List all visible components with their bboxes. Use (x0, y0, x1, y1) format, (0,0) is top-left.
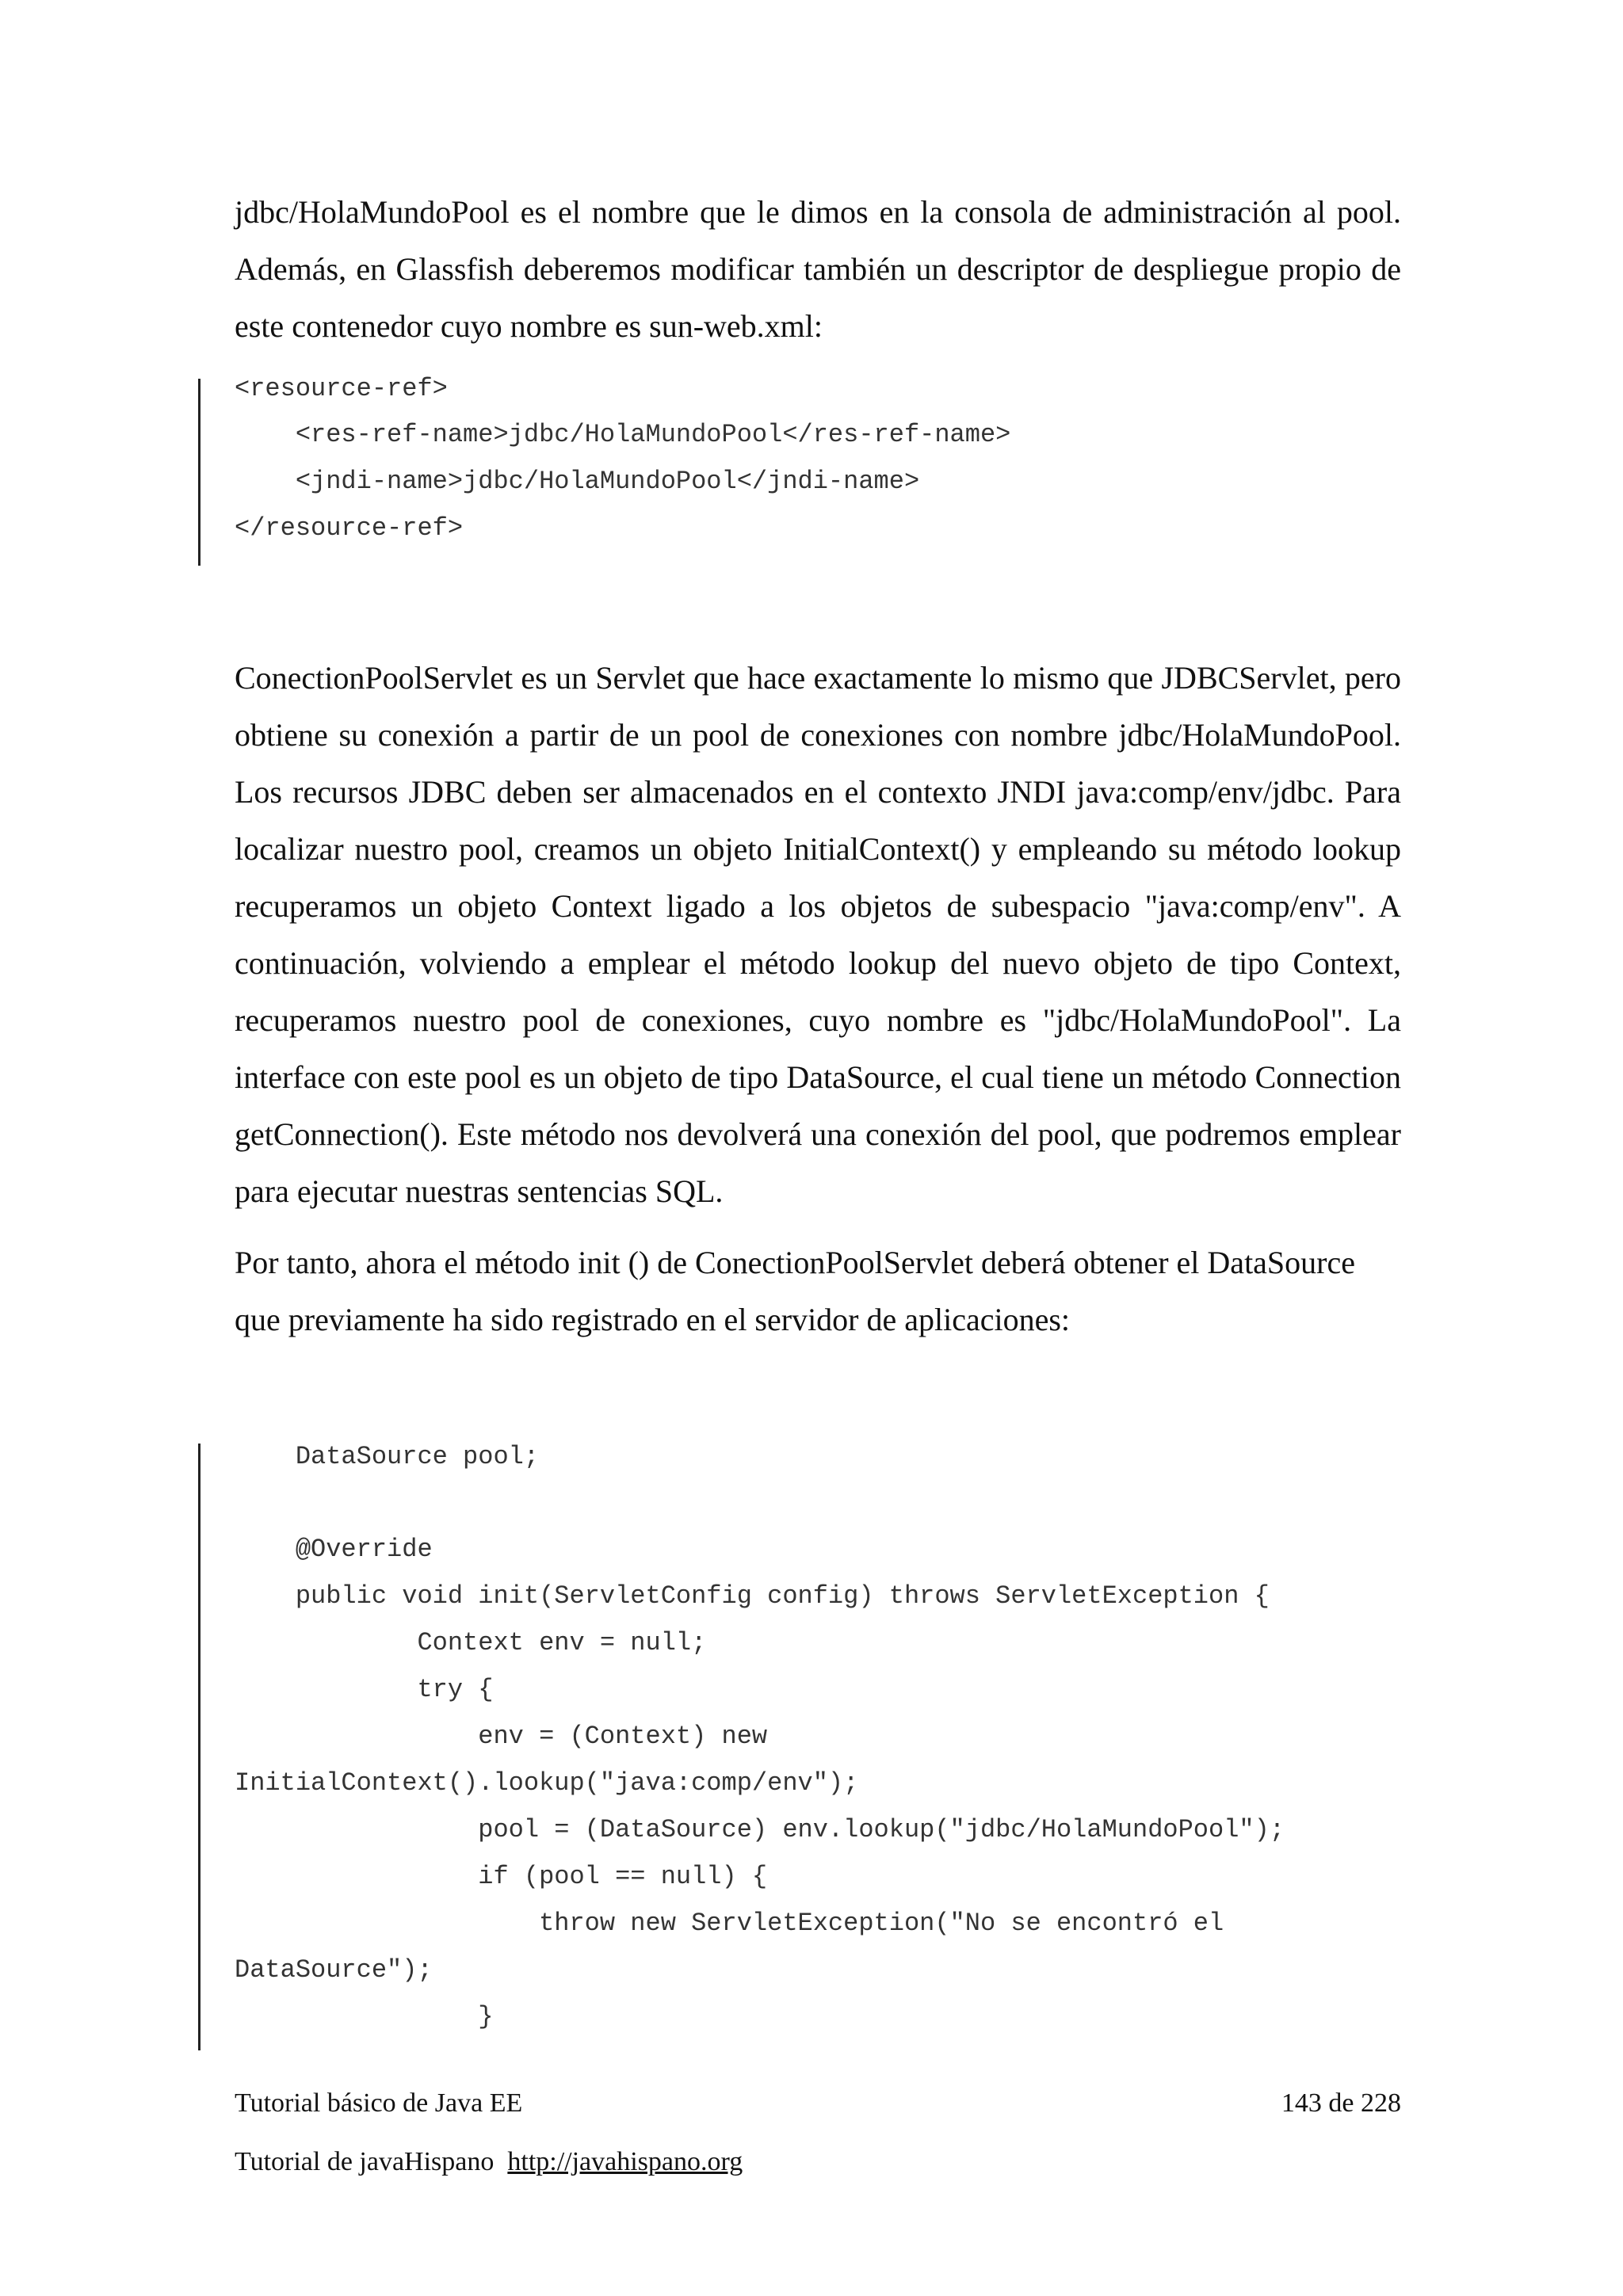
code-line: try { (235, 1675, 494, 1704)
footer-source-label: Tutorial de javaHispano (235, 2147, 508, 2176)
code-line: <jndi-name>jdbc/HolaMundoPool</jndi-name> (235, 467, 920, 496)
code-line: env = (Context) new (235, 1722, 768, 1751)
code-line: <res-ref-name>jdbc/HolaMundoPool</res-ref-name> (235, 420, 1011, 449)
footer-page-number: 143 de 228 (1281, 2088, 1401, 2118)
code-line: Context env = null; (235, 1628, 707, 1657)
paragraph-intro: jdbc/HolaMundoPool es el nombre que le dimos en la consola de administración al pool. Además, en Glassfish deberemos modificar también un descriptor de despliegue propio de este contenedor cuyo nombre es sun-web.xml: (235, 194, 1401, 344)
footer-link[interactable]: http://javahispano.org (507, 2147, 743, 2176)
paragraph-init-intro: Por tanto, ahora el método init () de ConectionPoolServlet deberá obtener el DataSource que previamente ha sido registrado en el servidor de aplicaciones: (235, 1245, 1356, 1337)
code-block-bar (198, 1444, 200, 2050)
footer-source (235, 2147, 743, 2177)
code-line: InitialContext().lookup("java:comp/env"); (235, 1768, 859, 1798)
code-line: } (235, 2002, 494, 2031)
paragraph-explanation: ConectionPoolServlet es un Servlet que hace exactamente lo mismo que JDBCServlet, pero obtiene su conexión a partir de un pool de conexiones con nombre jdbc/HolaMundoPool. Los recursos JDBC deben ser almacenados en el contexto JNDI java:comp/env/jdbc. Para localizar nuestro pool, creamos un objeto InitialContext() y empleando su método lookup recuperamos un objeto Context ligado a los objetos de subespacio "java:comp/env". A continuación, volviendo a emplear el método lookup del nuevo objeto de tipo Context, recuperamos nuestro pool de conexiones, cuyo nombre es "jdbc/HolaMundoPool". La interface con este pool es un objeto de tipo DataSource, el cual tiene un método Connection getConnection(). Este método nos devolverá una conexión del pool, que podremos emplear para ejecutar nuestras sentencias SQL. (235, 660, 1401, 1209)
code-line: DataSource pool; (235, 1442, 540, 1471)
code-line: public void init(ServletConfig config) throws ServletException { (235, 1581, 1270, 1611)
code-line: if (pool == null) { (235, 1862, 768, 1891)
code-line: DataSource"); (235, 1955, 433, 1985)
code-line: <resource-ref> (235, 374, 448, 403)
code-block-bar (198, 379, 200, 566)
code-line: @Override (235, 1535, 433, 1564)
code-line: pool = (DataSource) env.lookup("jdbc/HolaMundoPool"); (235, 1815, 1285, 1844)
code-line: </resource-ref> (235, 513, 464, 543)
footer-title: Tutorial básico de Java EE (235, 2088, 523, 2118)
code-line: throw new ServletException("No se encontró el (235, 1909, 1224, 1938)
